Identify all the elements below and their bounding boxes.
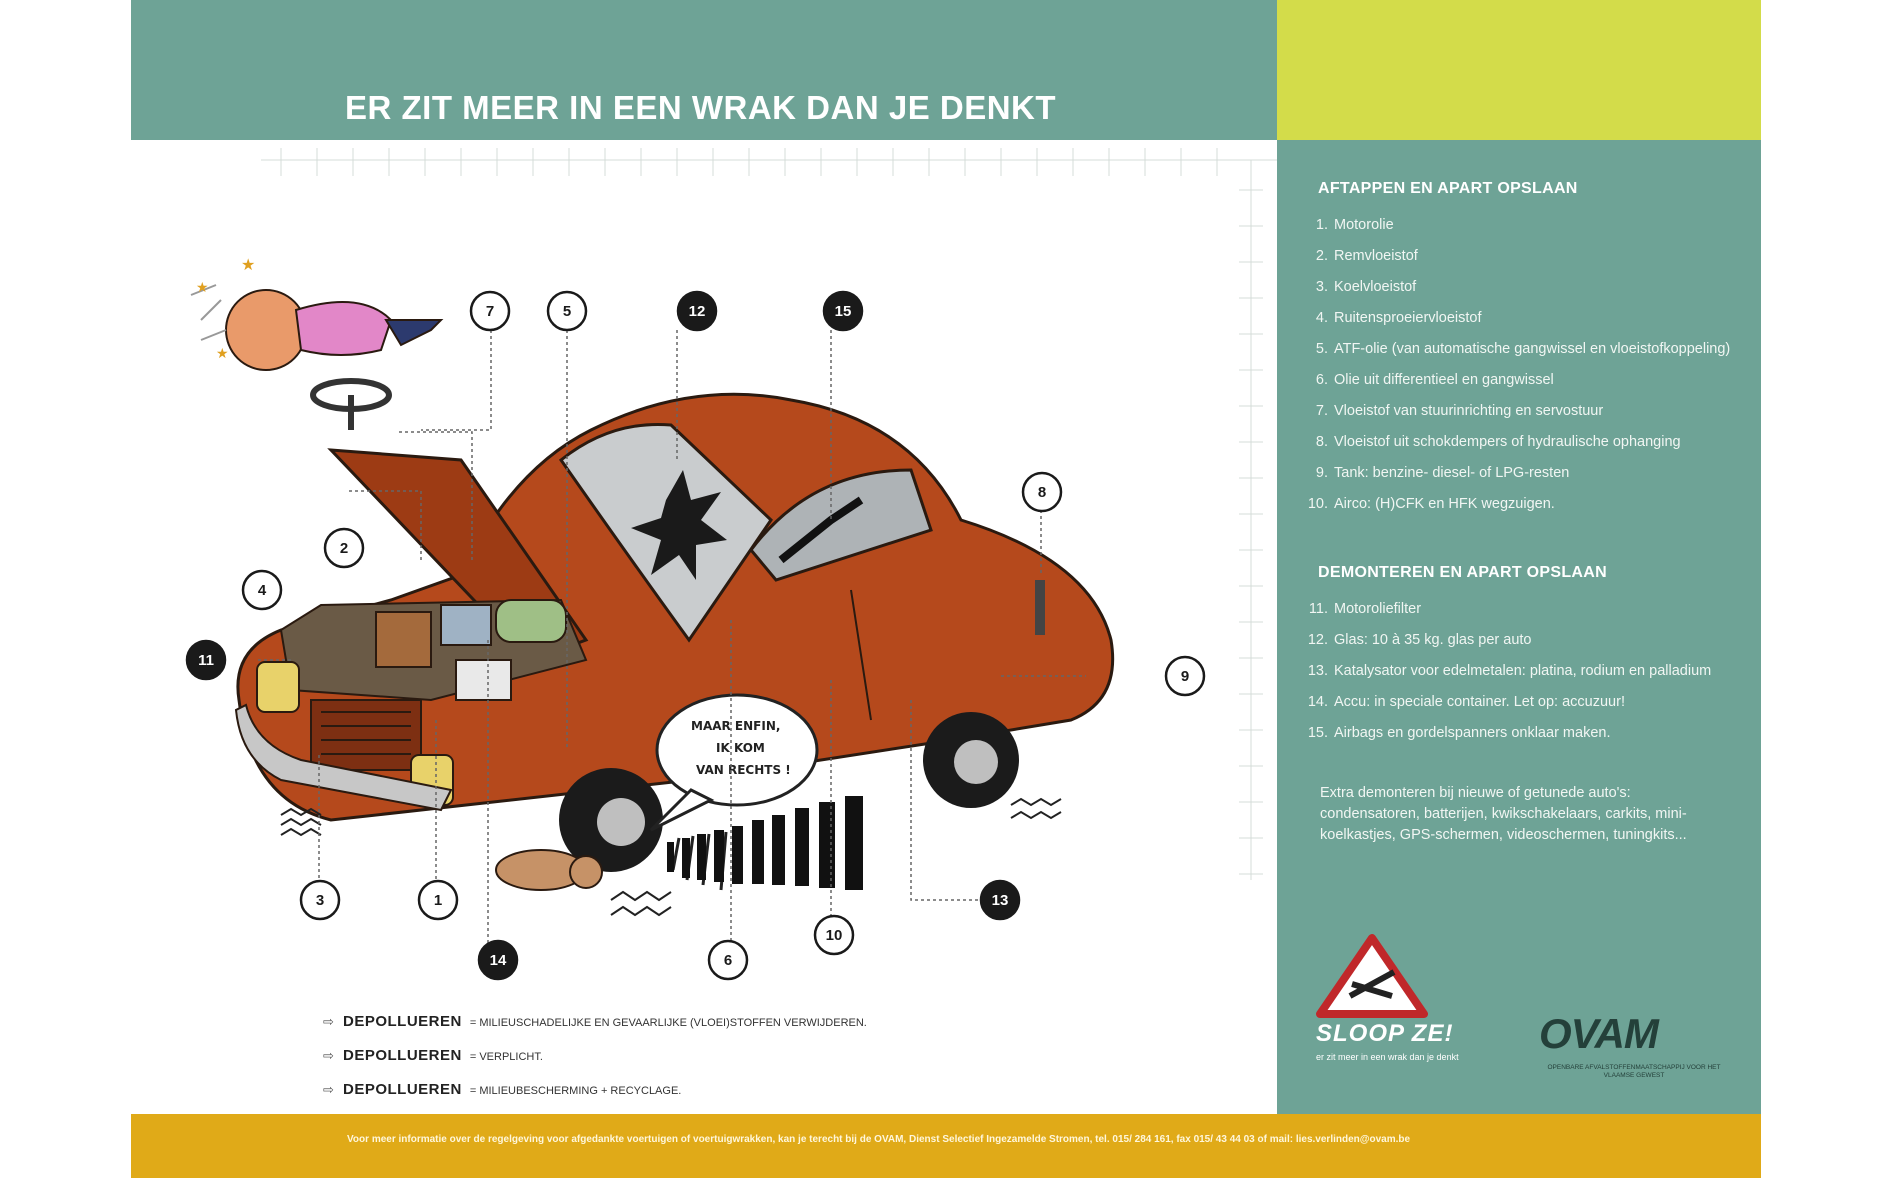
callout-7 bbox=[471, 292, 509, 330]
list-item-number: 12. bbox=[1307, 632, 1328, 648]
callout-number: 13 bbox=[991, 892, 1009, 909]
callout-number: 3 bbox=[315, 892, 325, 909]
list-item-number: 7. bbox=[1315, 403, 1328, 419]
callout-number: 11 bbox=[198, 652, 214, 669]
callout-13 bbox=[981, 881, 1019, 919]
list-item-text: ATF-olie (van automatische gangwissel en vloeistofkoppeling) bbox=[1334, 341, 1731, 357]
callout-1 bbox=[419, 881, 457, 919]
page-title: ER ZIT MEER IN EEN WRAK DAN JE DENKT bbox=[345, 89, 1057, 126]
list-item bbox=[1304, 594, 1711, 625]
section-title-aftappen: AFTAPPEN EN APART OPSLAAN bbox=[1318, 180, 1578, 197]
list-item-text: Remvloeistof bbox=[1334, 248, 1418, 264]
list-item-number: 5. bbox=[1315, 341, 1328, 357]
depollueren-line-3: ⇨ DEPOLLUEREN = MILIEUBESCHERMING + RECYCLAGE. bbox=[323, 1081, 682, 1098]
demonteren-list bbox=[1304, 594, 1711, 749]
list-item-text: Olie uit differentieel en gangwissel bbox=[1334, 372, 1554, 388]
list-item-number: 4. bbox=[1315, 310, 1328, 326]
svg-text:★: ★ bbox=[241, 257, 256, 274]
callout-6 bbox=[709, 941, 747, 979]
list-item-text: Airco: (H)CFK en HFK wegzuigen. bbox=[1334, 496, 1555, 512]
callout-5 bbox=[548, 292, 586, 330]
dog-figure bbox=[496, 850, 602, 890]
bubble-line-2: IK KOM bbox=[716, 741, 765, 755]
bubble-line-3: VAN RECHTS ! bbox=[696, 763, 791, 777]
list-item-number: 1. bbox=[1315, 217, 1328, 233]
list-item-text: Motoroliefilter bbox=[1334, 601, 1422, 617]
list-item-number: 3. bbox=[1315, 279, 1328, 295]
arrow-icon: ⇨ bbox=[323, 1014, 334, 1029]
list-item-text: Vloeistof uit schokdempers of hydraulische ophanging bbox=[1334, 434, 1681, 450]
ovam-logo bbox=[1539, 1010, 1739, 1100]
list-item-number: 15. bbox=[1307, 725, 1328, 741]
accent-block bbox=[1277, 0, 1761, 140]
list-item bbox=[1304, 458, 1730, 489]
list-item bbox=[1304, 241, 1730, 272]
svg-text:★: ★ bbox=[196, 279, 209, 295]
info-panel bbox=[1277, 140, 1761, 1114]
list-item bbox=[1304, 718, 1711, 749]
list-item-number: 10. bbox=[1307, 496, 1328, 512]
depollueren-line-2: ⇨ DEPOLLUEREN = VERPLICHT. bbox=[323, 1047, 543, 1064]
callout-9 bbox=[1166, 657, 1204, 695]
callout-number: 15 bbox=[834, 303, 852, 320]
callout-15 bbox=[824, 292, 862, 330]
callout-10 bbox=[815, 916, 853, 954]
list-item bbox=[1304, 210, 1730, 241]
callout-number: 5 bbox=[562, 303, 572, 320]
aftappen-list bbox=[1304, 210, 1730, 520]
list-item bbox=[1304, 365, 1730, 396]
callout-number: 8 bbox=[1037, 484, 1047, 501]
list-item-text: Airbags en gordelspanners onklaar maken. bbox=[1334, 725, 1611, 741]
callout-2 bbox=[325, 529, 363, 567]
callout-12 bbox=[678, 292, 716, 330]
warning-triangle-icon bbox=[1312, 930, 1432, 1020]
tyre-marks bbox=[667, 796, 863, 890]
list-item bbox=[1304, 687, 1711, 718]
list-item-text: Tank: benzine- diesel- of LPG-resten bbox=[1334, 465, 1570, 481]
callout-11 bbox=[187, 641, 225, 679]
callout-4 bbox=[243, 571, 281, 609]
list-item-number: 14. bbox=[1307, 694, 1328, 710]
footer bbox=[131, 1114, 1761, 1178]
bubble-line-1: MAAR ENFIN, bbox=[691, 719, 781, 733]
section-title-demonteren: DEMONTEREN EN APART OPSLAAN bbox=[1318, 564, 1607, 581]
callout-number: 10 bbox=[825, 927, 843, 944]
list-item bbox=[1304, 303, 1730, 334]
depollueren-line-1: ⇨ DEPOLLUEREN = MILIEUSCHADELIJKE EN GEVAARLIJKE (VLOEI)STOFFEN VERWIJDEREN. bbox=[323, 1013, 867, 1030]
sloop-title: SLOOP ZE! bbox=[1316, 1020, 1454, 1047]
list-item-number: 11. bbox=[1308, 601, 1328, 617]
list-item-text: Ruitensproeiervloeistof bbox=[1334, 310, 1482, 326]
list-item bbox=[1304, 272, 1730, 303]
sloop-logo bbox=[1312, 930, 1512, 1090]
list-item-text: Katalysator voor edelmetalen: platina, rodium en palladium bbox=[1334, 663, 1712, 679]
sloop-subtitle: er zit meer in een wrak dan je denkt bbox=[1316, 1052, 1459, 1062]
list-item bbox=[1304, 427, 1730, 458]
callout-number: 1 bbox=[433, 892, 443, 909]
list-item bbox=[1304, 489, 1730, 520]
footer-text: Voor meer informatie over de regelgeving voor afgedankte voertuigen of voertuigwrakken, kan je terecht bij de OVAM, Dienst Selectief Ingezamelde Stromen, tel. 015/ 284 161, fax 015/ 43 44 03 of mail: lies.verlinden@ovam.be bbox=[347, 1134, 1411, 1145]
list-item-number: 9. bbox=[1315, 465, 1328, 481]
arrow-icon: ⇨ bbox=[323, 1048, 334, 1063]
arrow-icon: ⇨ bbox=[323, 1082, 334, 1097]
car-illustration bbox=[131, 0, 1277, 1000]
list-item-number: 13. bbox=[1307, 663, 1328, 679]
list-item bbox=[1304, 656, 1711, 687]
list-item-number: 8. bbox=[1315, 434, 1328, 450]
ovam-subtitle: OPENBARE AFVALSTOFFENMAATSCHAPPIJ VOOR HET VLAAMSE GEWEST bbox=[1547, 1064, 1721, 1079]
callout-number: 12 bbox=[688, 303, 706, 320]
svg-text:★: ★ bbox=[216, 345, 229, 361]
callout-number: 4 bbox=[257, 582, 267, 599]
list-item-text: Koelvloeistof bbox=[1334, 279, 1417, 295]
callout-14 bbox=[479, 941, 517, 979]
list-item bbox=[1304, 334, 1730, 365]
list-item-text: Motorolie bbox=[1334, 217, 1394, 233]
callout-number: 7 bbox=[485, 303, 495, 320]
callout-number: 2 bbox=[339, 540, 349, 557]
list-item-text: Vloeistof van stuurinrichting en servostuur bbox=[1334, 403, 1604, 419]
speech-bubble bbox=[651, 695, 817, 830]
list-item-text: Glas: 10 à 35 kg. glas per auto bbox=[1334, 632, 1532, 648]
extra-text: Extra demonteren bij nieuwe of getunede auto's: condensatoren, batterijen, kwikschakelaars, carkits, mini-koelkastjes, GPS-schermen, videoschermen, tuningkits... bbox=[1320, 785, 1687, 843]
list-item bbox=[1304, 396, 1730, 427]
callout-3 bbox=[301, 881, 339, 919]
callout-number: 9 bbox=[1180, 668, 1190, 685]
callout-number: 14 bbox=[489, 952, 507, 969]
man-figure bbox=[191, 257, 441, 430]
callout-number: 6 bbox=[723, 952, 733, 969]
car-body bbox=[236, 394, 1113, 872]
ovam-wordmark: OVAM bbox=[1539, 1010, 1658, 1057]
callout-8 bbox=[1023, 473, 1061, 511]
list-item-number: 6. bbox=[1315, 372, 1328, 388]
poster bbox=[131, 0, 1761, 1178]
list-item-number: 2. bbox=[1315, 248, 1328, 264]
list-item-text: Accu: in speciale container. Let op: accuzuur! bbox=[1334, 694, 1625, 710]
list-item bbox=[1304, 625, 1711, 656]
